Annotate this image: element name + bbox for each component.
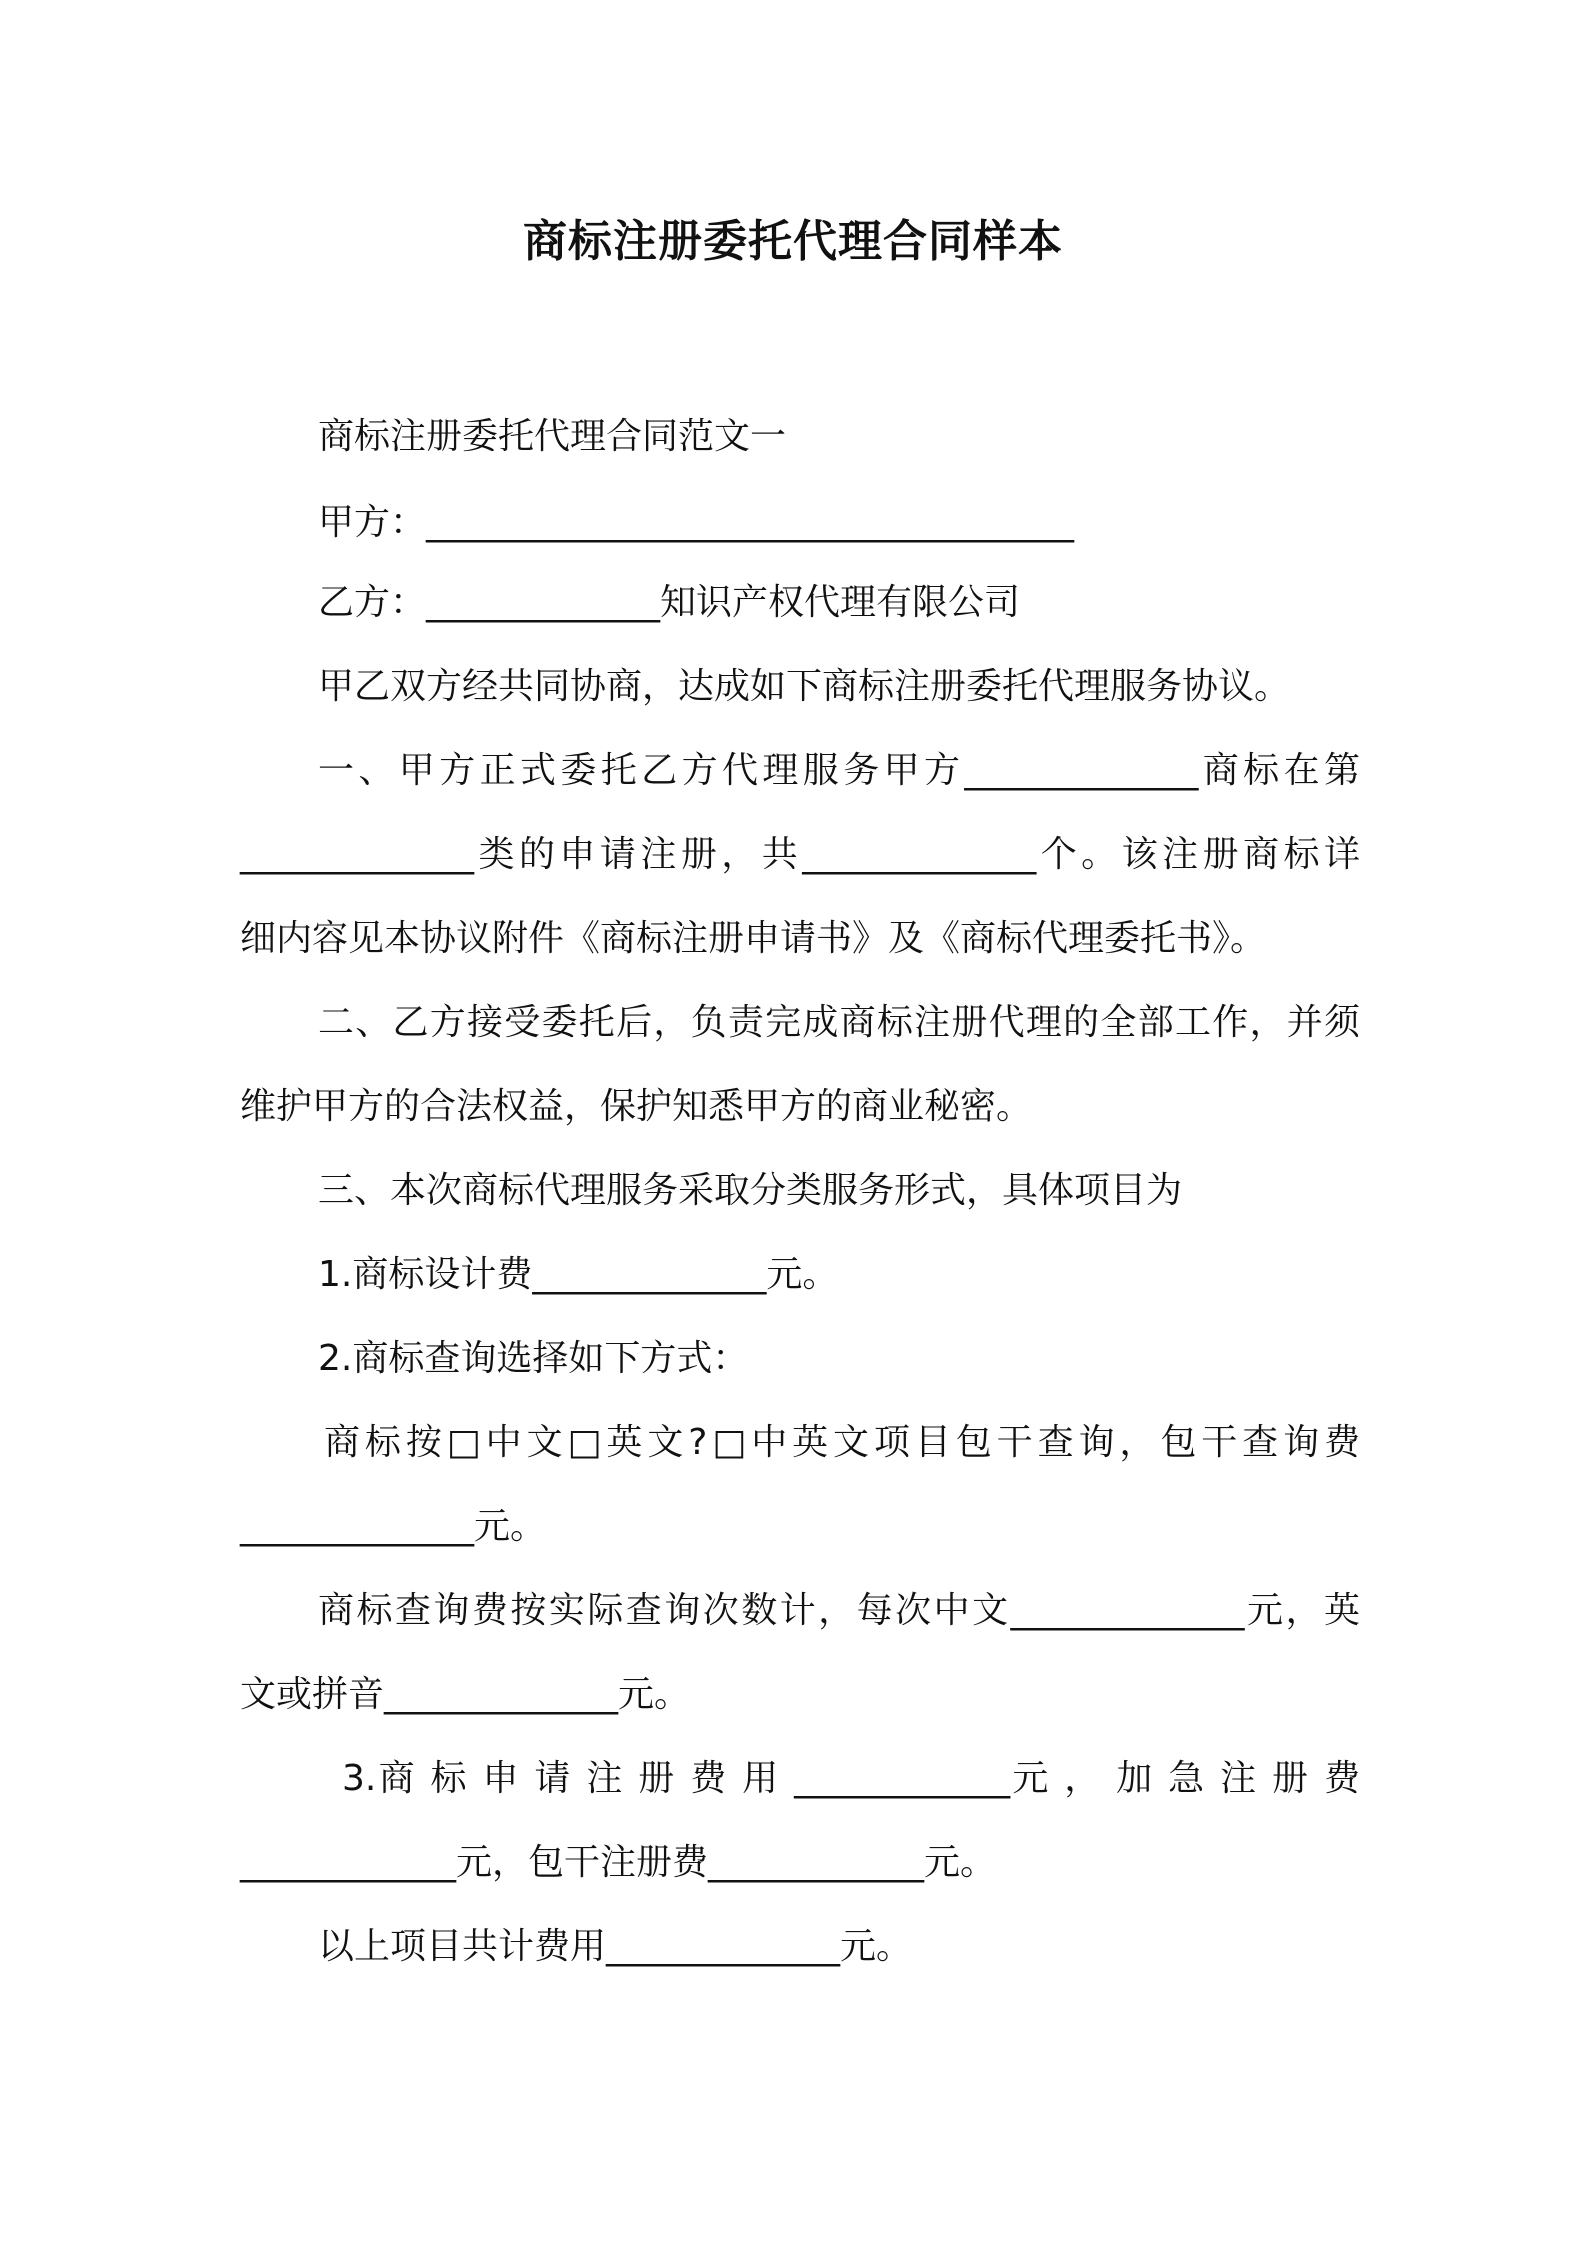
clause-1-line-2: _____________类的申请注册，共_____________个。该注册商标详 bbox=[240, 834, 1360, 875]
party-a-line: 甲方：____________________________________ bbox=[318, 502, 1075, 543]
party-b-line: 乙方：_____________知识产权代理有限公司 bbox=[318, 582, 1021, 623]
total-fee-line: 以上项目共计费用_____________元。 bbox=[318, 1926, 913, 1967]
document-title: 商标注册委托代理合同样本 bbox=[523, 216, 1063, 267]
clause-1-line-1: 一、甲方正式委托乙方代理服务甲方_____________商标在第 bbox=[318, 750, 1360, 791]
item-3-line-1: 3.商 标 申 请 注 册 费 用 ____________元 ， 加 急 注 册 费 bbox=[342, 1758, 1360, 1799]
intro-paragraph: 甲乙双方经共同协商，达成如下商标注册委托代理服务协议。 bbox=[318, 666, 1291, 707]
clause-2-line-2: 维护甲方的合法权益，保护知悉甲方的商业秘密。 bbox=[240, 1086, 1033, 1127]
item-3-line-2: ____________元，包干注册费____________元。 bbox=[240, 1842, 997, 1883]
item-2-heading: 2.商标查询选择如下方式： bbox=[318, 1338, 749, 1379]
clause-2-line-1: 二、乙方接受委托后，负责完成商标注册代理的全部工作，并须 bbox=[318, 1002, 1360, 1043]
contract-subtitle: 商标注册委托代理合同范文一 bbox=[318, 416, 787, 457]
item-1-design-fee: 1.商标设计费_____________元。 bbox=[318, 1254, 839, 1295]
query-option-line-1: 商标按□中文□英文?□中英文项目包干查询，包干查询费 bbox=[324, 1422, 1360, 1463]
query-fee-line-2: 文或拼音_____________元。 bbox=[240, 1674, 691, 1715]
query-option-line-2: _____________元。 bbox=[240, 1506, 547, 1547]
clause-1-line-3: 细内容见本协议附件《商标注册申请书》及《商标代理委托书》。 bbox=[240, 918, 1267, 959]
query-fee-line-1: 商标查询费按实际查询次数计，每次中文_____________元，英 bbox=[318, 1590, 1360, 1631]
clause-3-heading: 三、本次商标代理服务采取分类服务形式，具体项目为 bbox=[318, 1170, 1183, 1211]
